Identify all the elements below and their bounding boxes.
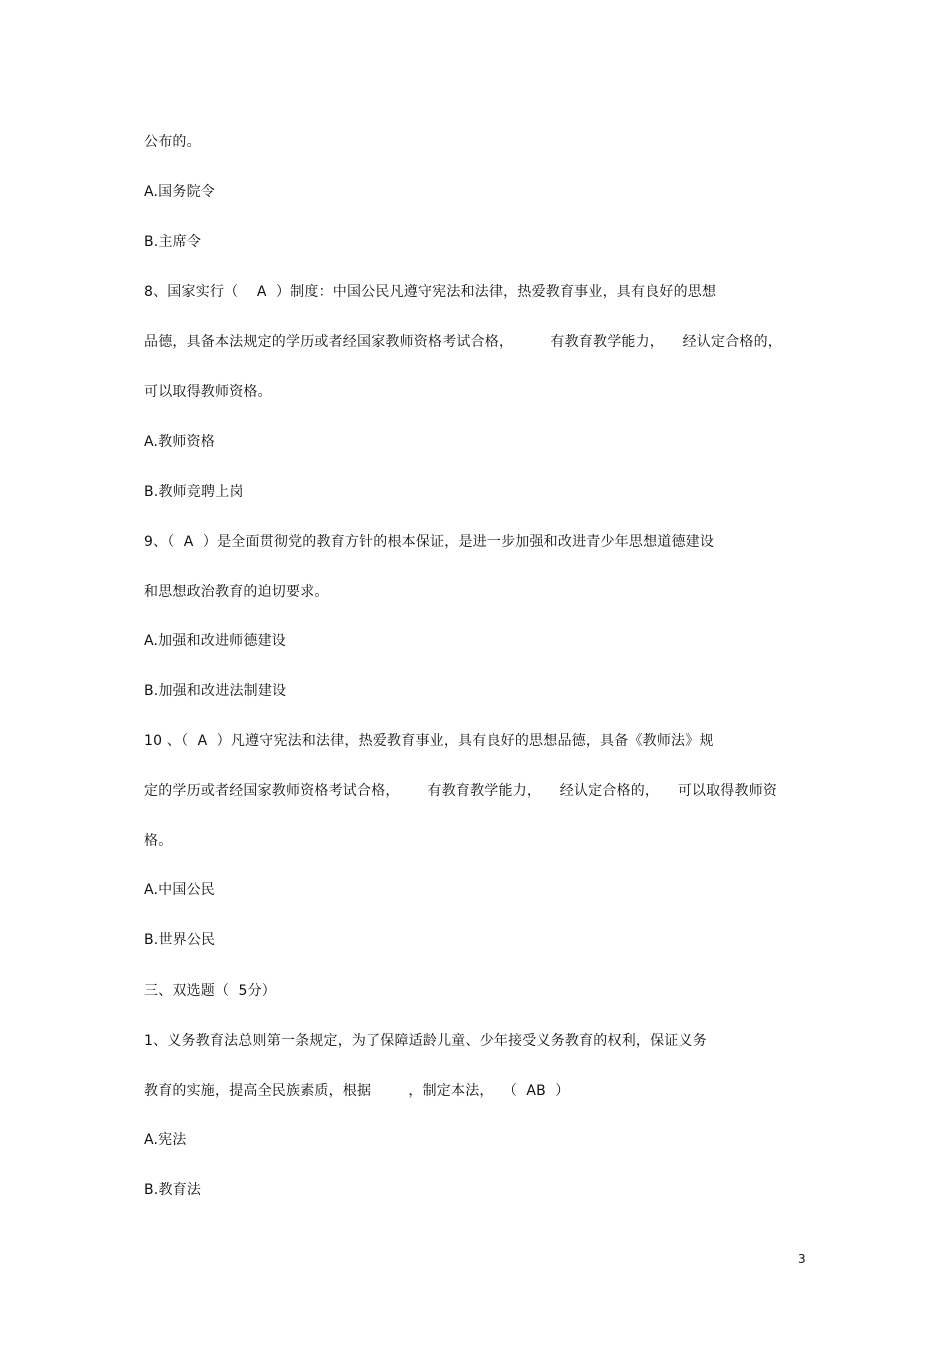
section-heading: 三、双选题（ 5分） [144, 983, 277, 999]
question-10: 10 、（ A ）凡遵守宪法和法律，热爱教育事业，具有良好的思想品德，具备《教师法》规 [144, 733, 714, 749]
option-b: B.世界公民 [144, 932, 216, 948]
text-line: 定的学历或者经国家教师资格考试合格， 有教育教学能力， 经认定合格的， 可以取得教师资 [144, 783, 778, 799]
page-number: 3 [798, 1252, 806, 1266]
text-line: 公布的。 [144, 134, 201, 150]
option-b: B.教育法 [144, 1182, 202, 1198]
option-a: A.宪法 [144, 1132, 187, 1148]
text-line: 品德，具备本法规定的学历或者经国家教师资格考试合格， 有教育教学能力， 经认定合格的， [144, 334, 782, 350]
option-a: A.教师资格 [144, 434, 215, 450]
question-8: 8、国家实行（ A ）制度：中国公民凡遵守宪法和法律，热爱教育事业，具有良好的思想 [144, 284, 717, 300]
text-line: 教育的实施，提高全民族素质，根据 ，制定本法， （ AB ） [144, 1083, 570, 1099]
option-a: A.国务院令 [144, 184, 215, 200]
text-line: 格。 [144, 833, 173, 849]
option-a: A.中国公民 [144, 882, 215, 898]
text-line: 可以取得教师资格。 [144, 384, 272, 400]
option-b: B.主席令 [144, 234, 202, 250]
question-9: 9、（ A ）是全面贯彻党的教育方针的根本保证，是进一步加强和改进青少年思想道德建设 [144, 534, 715, 550]
option-b: B.教师竞聘上岗 [144, 484, 244, 500]
question-1: 1、义务教育法总则第一条规定，为了保障适龄儿童、少年接受义务教育的权利，保证义务 [144, 1033, 707, 1049]
text-line: 和思想政治教育的迫切要求。 [144, 584, 329, 600]
option-b: B.加强和改进法制建设 [144, 683, 287, 699]
option-a: A.加强和改进师德建设 [144, 633, 286, 649]
